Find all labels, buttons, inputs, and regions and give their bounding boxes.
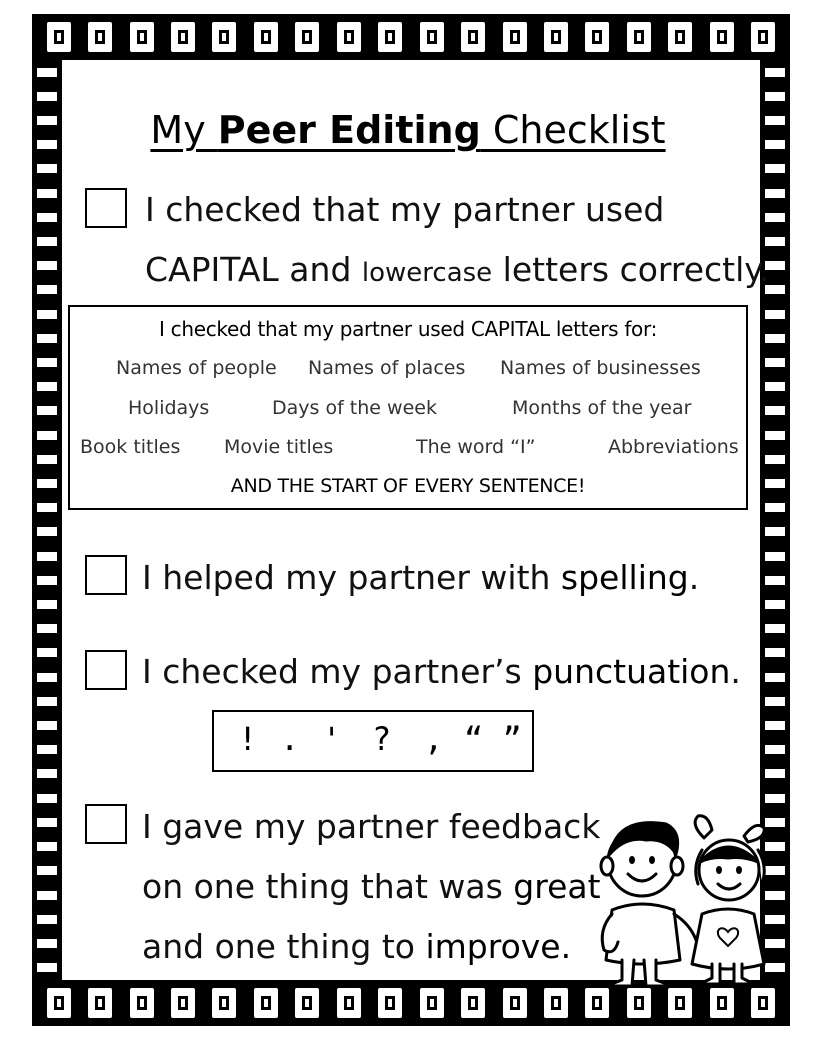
border-cell	[254, 22, 278, 52]
border-stripe	[37, 794, 57, 803]
border-stripe	[37, 213, 57, 222]
border-stripe	[765, 503, 785, 512]
border-stripe	[765, 842, 785, 851]
border-stripe	[37, 92, 57, 101]
capital-item: Movie titles	[224, 436, 334, 458]
title-part-2: Peer Editing	[217, 108, 481, 152]
border-stripe	[37, 721, 57, 730]
border-stripe	[37, 310, 57, 319]
border-cell	[47, 22, 71, 52]
border-stripe	[765, 455, 785, 464]
border-stripe	[37, 600, 57, 609]
item3-line	[142, 652, 741, 691]
capital-item: Holidays	[128, 397, 210, 419]
border-cell	[295, 22, 319, 52]
capital-item: The word “I”	[416, 436, 536, 458]
capital-item: Names of businesses	[500, 357, 701, 379]
border-cell	[420, 988, 444, 1018]
border-cell	[378, 22, 402, 52]
question-mark: ?	[372, 720, 392, 758]
border-cell	[668, 988, 692, 1018]
border-stripe	[37, 648, 57, 657]
border-cell	[710, 988, 734, 1018]
border-cell	[585, 988, 609, 1018]
punctuation-marks-box	[212, 710, 534, 772]
item2-line	[142, 558, 699, 597]
border-stripe	[765, 189, 785, 198]
item1-and-word: and	[278, 250, 362, 289]
border-stripe	[765, 818, 785, 827]
border-stripe	[37, 503, 57, 512]
capitals-box	[68, 305, 748, 510]
item2-end: .	[688, 558, 700, 597]
border-stripe	[765, 406, 785, 415]
border-cell	[710, 22, 734, 52]
border-stripe	[37, 382, 57, 391]
border-stripe	[765, 697, 785, 706]
quotation-marks: “ ”	[464, 720, 522, 758]
border-stripe	[37, 479, 57, 488]
border-stripe	[765, 92, 785, 101]
border-cell	[544, 988, 568, 1018]
item4-line2	[142, 867, 601, 906]
border-stripe	[37, 963, 57, 972]
border-cell	[88, 22, 112, 52]
border-stripe	[37, 745, 57, 754]
border-stripe	[765, 68, 785, 77]
kids-illustration	[594, 810, 768, 992]
border-stripe	[765, 745, 785, 754]
border-stripe	[765, 794, 785, 803]
border-stripe	[765, 310, 785, 319]
border-stripe	[765, 213, 785, 222]
capital-item: Names of people	[116, 357, 277, 379]
left-border	[32, 60, 62, 980]
checkbox-feedback[interactable]	[85, 804, 127, 844]
capital-item: Abbreviations	[608, 436, 739, 458]
border-stripe	[37, 261, 57, 270]
border-stripe	[765, 624, 785, 633]
item4-line1: I gave my partner feedback	[142, 807, 601, 846]
border-cell	[627, 22, 651, 52]
border-cell	[461, 22, 485, 52]
border-stripe	[37, 285, 57, 294]
title-part-3: Checklist	[480, 108, 666, 152]
border-stripe	[765, 939, 785, 948]
title-part-1: My	[150, 108, 218, 152]
item2-text: I helped my partner with	[142, 558, 561, 597]
border-stripe	[37, 915, 57, 924]
border-stripe	[765, 721, 785, 730]
border-cell	[337, 988, 361, 1018]
item3-keyword: punctuation	[532, 652, 731, 691]
border-stripe	[37, 552, 57, 561]
top-border	[32, 14, 790, 60]
border-stripe	[37, 334, 57, 343]
border-stripe	[37, 939, 57, 948]
border-stripe	[765, 479, 785, 488]
item1-line1: I checked that my partner used	[145, 190, 665, 229]
border-stripe	[765, 382, 785, 391]
period-mark: .	[280, 720, 300, 758]
page-title	[0, 108, 816, 152]
border-cell	[212, 988, 236, 1018]
border-cell	[171, 22, 195, 52]
border-cell	[337, 22, 361, 52]
border-stripe	[37, 431, 57, 440]
border-stripe	[765, 891, 785, 900]
border-stripe	[765, 431, 785, 440]
border-stripe	[37, 866, 57, 875]
border-stripe	[37, 189, 57, 198]
item1-letters-correctly: letters correctly.	[492, 250, 770, 289]
border-stripe	[37, 164, 57, 173]
capital-item: Book titles	[80, 436, 181, 458]
border-stripe	[765, 358, 785, 367]
item1-lowercase-word: lowercase	[361, 258, 493, 288]
item4-great-keyword: great	[513, 867, 601, 906]
border-cell	[420, 22, 444, 52]
checkbox-punctuation[interactable]	[85, 650, 127, 690]
border-cell	[130, 22, 154, 52]
border-stripe	[765, 600, 785, 609]
border-stripe	[765, 769, 785, 778]
border-stripe	[765, 963, 785, 972]
item4-line3	[142, 927, 571, 966]
border-stripe	[765, 648, 785, 657]
border-stripe	[765, 237, 785, 246]
border-stripe	[765, 915, 785, 924]
border-cell	[461, 988, 485, 1018]
border-stripe	[37, 455, 57, 464]
border-stripe	[37, 576, 57, 585]
border-stripe	[37, 68, 57, 77]
checkbox-capital-letters[interactable]	[85, 188, 127, 228]
capital-item: Names of places	[308, 357, 466, 379]
border-cell	[171, 988, 195, 1018]
border-stripe	[765, 552, 785, 561]
capital-item: Months of the year	[512, 397, 692, 419]
item4-line3-text: and one thing to	[142, 927, 426, 966]
item1-line2	[145, 250, 770, 289]
border-cell	[751, 22, 775, 52]
border-cell	[130, 988, 154, 1018]
border-stripe	[37, 891, 57, 900]
border-cell	[295, 988, 319, 1018]
border-stripe	[765, 334, 785, 343]
border-cell	[254, 988, 278, 1018]
border-cell	[751, 988, 775, 1018]
border-stripe	[765, 673, 785, 682]
comma-mark: ,	[424, 720, 444, 758]
border-stripe	[765, 164, 785, 173]
item4-line2-text: on one thing that was	[142, 867, 514, 906]
border-cell	[544, 22, 568, 52]
border-stripe	[765, 527, 785, 536]
border-stripe	[37, 358, 57, 367]
border-cell	[47, 988, 71, 1018]
border-stripe	[37, 527, 57, 536]
border-cell	[378, 988, 402, 1018]
capital-item: Days of the week	[272, 397, 437, 419]
border-cell	[212, 22, 236, 52]
item1-capital-word: CAPITAL	[145, 250, 279, 289]
item4-improve-keyword: improve.	[425, 927, 572, 966]
border-stripe	[37, 697, 57, 706]
border-stripe	[37, 842, 57, 851]
border-cell	[585, 22, 609, 52]
item3-text: I checked my partner’s	[142, 652, 533, 691]
border-stripe	[37, 769, 57, 778]
border-cell	[627, 988, 651, 1018]
item3-end: .	[730, 652, 741, 691]
border-stripe	[37, 406, 57, 415]
border-cell	[503, 988, 527, 1018]
border-cell	[503, 22, 527, 52]
border-stripe	[765, 866, 785, 875]
border-stripe	[37, 237, 57, 246]
border-cell	[88, 988, 112, 1018]
apostrophe-mark: '	[322, 720, 342, 758]
capitals-box-footer: AND THE START OF EVERY SENTENCE!	[230, 475, 586, 497]
border-stripe	[765, 576, 785, 585]
capitals-box-heading: I checked that my partner used CAPITAL letters for:	[158, 317, 658, 341]
border-stripe	[37, 673, 57, 682]
border-stripe	[37, 818, 57, 827]
item2-keyword: spelling	[560, 558, 689, 597]
exclamation-mark: !	[238, 720, 258, 758]
border-cell	[668, 22, 692, 52]
checkbox-spelling[interactable]	[85, 555, 127, 595]
border-stripe	[37, 624, 57, 633]
